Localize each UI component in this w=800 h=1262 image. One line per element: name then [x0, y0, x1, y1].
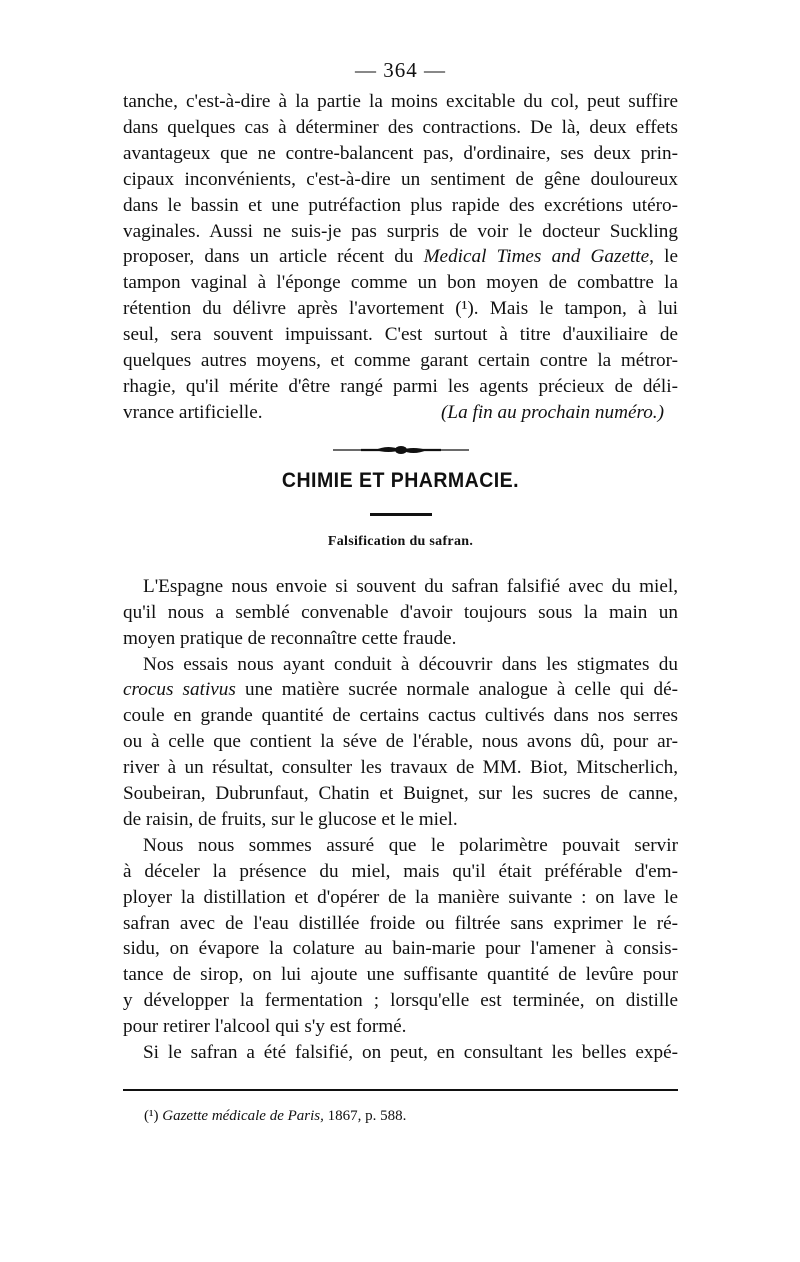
footnote [144, 1108, 406, 1125]
text-line: y développer la fermentation ; lorsqu'elle est terminée, on distille [123, 990, 678, 1012]
text-line: tance de sirop, on lui ajoute une suffisante quantité de levûre pour [123, 964, 678, 986]
text-run: une matière sucrée normale analogue à celle qui dé- [235, 679, 678, 701]
continuation-note: (La fin au prochain numéro.) [441, 401, 664, 423]
text-line: Si le safran a été falsifié, on peut, en consultant les belles expé- [143, 1042, 678, 1064]
ornament-icon [331, 443, 471, 457]
text-line: ou à celle que contient la séve de l'érable, nous avons dû, pour ar- [123, 731, 678, 753]
text-line [123, 244, 678, 270]
paragraph-1 [123, 89, 678, 426]
text-line: coule en grande quantité de certains cactus cultivés dans nos serres [123, 705, 678, 727]
text-line: seul, sera souvent impuissant. C'est surtout à titre d'auxiliaire de [123, 324, 678, 346]
text-line: dans le bassin et une putréfaction plus rapide des excrétions utéro- [123, 194, 678, 216]
paragraph-4 [123, 833, 678, 1040]
text-line: tanche, c'est-à-dire à la partie la moins excitable du col, peut suffire [123, 91, 678, 112]
text-line: safran avec de l'eau distillée froide ou filtrée sans exprimer le ré- [123, 912, 678, 934]
text-run: proposer, dans un article récent du [123, 246, 424, 268]
journal-title: Medical Times and Gazette [423, 246, 650, 268]
text-line: moyen pratique de reconnaître cette fraude. [123, 627, 457, 649]
text-line: pour retirer l'alcool qui s'y est formé. [123, 1016, 407, 1038]
text-line: sidu, on évapore la colature au bain-marie pour l'amener à consis- [123, 938, 678, 960]
text-line: cipaux inconvénients, c'est-à-dire un sentiment de gêne douloureux [123, 168, 678, 190]
text-line: Soubeiran, Dubrunfaut, Chatin et Buignet, sur les sucres de canne, [123, 783, 678, 805]
text-line: rétention du délivre après l'avortement (¹). Mais le tampon, à lui [123, 298, 678, 320]
species-name: crocus sativus [123, 679, 236, 701]
text-line: avantageux que ne contre-balancent pas, d'ordinaire, ses deux prin- [123, 142, 678, 164]
text-line: L'Espagne nous envoie si souvent du safran falsifié avec du miel, [143, 575, 678, 597]
footnote-source: Gazette médicale de Paris, [162, 1108, 324, 1124]
text-line: Nous nous sommes assuré que le polarimètre pouvait servir [143, 834, 678, 856]
article-title: Falsification du safran. [327, 533, 474, 549]
paragraph-end: vrance artificielle. [123, 401, 263, 423]
text-line: ployer la distillation et d'opérer de la manière suivante : on lave le [123, 886, 678, 908]
section-title: CHIMIE ET PHARMACIE. [281, 468, 520, 492]
page-number: — 364 — [355, 58, 446, 82]
text-line: de raisin, de fruits, sur le glucose et le miel. [123, 808, 458, 830]
paragraph-2 [123, 574, 678, 652]
text-line: vaginales. Aussi ne suis-je pas surpris de voir le docteur Suckling [123, 220, 678, 242]
page-body [123, 58, 678, 1066]
footnote-rule [123, 1089, 678, 1091]
paragraph-5 [123, 1040, 678, 1066]
text-line: à déceler la présence du miel, mais qu'il était préférable d'em- [123, 860, 678, 882]
text-line [123, 400, 678, 426]
text-line: river à un résultat, consulter les travaux de MM. Biot, Mitscherlich, [123, 757, 678, 779]
text-line: qu'il nous a semblé convenable d'avoir toujours sous la main un [123, 601, 678, 623]
text-line: tampon vaginal à l'éponge comme un bon moyen de combattre la [123, 272, 678, 294]
text-line: dans quelques cas à déterminer des contractions. De là, deux effets [123, 116, 678, 138]
text-run: , le [649, 246, 678, 268]
text-line: rhagie, qu'il mérite d'être rangé parmi les agents précieux de déli- [123, 375, 678, 397]
footnote-marker: (¹) [144, 1108, 159, 1124]
footnote-details: 1867, p. 588. [323, 1108, 407, 1124]
text-line: quelques autres moyens, et comme garant certain contre la métror- [123, 350, 678, 372]
text-line: Nos essais nous ayant conduit à découvrir dans les stigmates du [143, 653, 678, 675]
text-line [123, 677, 678, 703]
paragraph-3 [123, 652, 678, 833]
ornament-divider [123, 443, 678, 457]
title-rule [370, 513, 432, 516]
